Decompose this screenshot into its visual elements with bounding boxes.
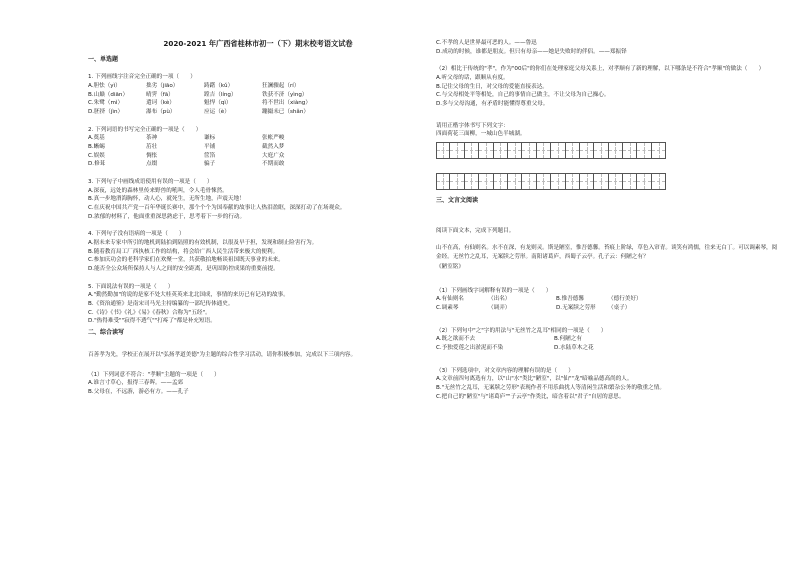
option: 惆怅 (146, 152, 158, 159)
question-stem: 2. 下列词语的书写完全正确的一项是（ ） (88, 126, 202, 133)
writing-cell[interactable] (566, 173, 580, 190)
option: 茶神 (146, 135, 158, 142)
option-a: A.谁言寸草心，报得三春晖。——孟郊 (88, 380, 184, 387)
reading-question-1 (436, 287, 778, 313)
writing-grid-row-2[interactable] (436, 173, 778, 190)
writing-cell[interactable] (580, 142, 594, 159)
reading-question-2-options (436, 335, 778, 352)
writing-cell[interactable] (479, 173, 493, 190)
option: A.胆怯（yì） (88, 83, 121, 90)
writing-cell[interactable] (609, 173, 623, 190)
option: B.蜥蜴 (88, 144, 105, 151)
option-a: A.听父母的话，跟顺从有度。 (436, 74, 509, 81)
writing-cell[interactable] (450, 142, 464, 159)
option-b: B.《资治通鉴》是南宋司马光主持编纂的一部纪传体通史。 (88, 300, 234, 307)
question-stem: 请用正楷字体书写下列文字： (436, 122, 509, 129)
reading-instruction: 阅读下面文本，完成下列题目。 (436, 228, 515, 235)
writing-cell[interactable] (551, 173, 565, 190)
question-stem: （2）相比于传统的"孝"，作为"00后"的你们在处理家庭父母关系上，对孝顺有了新的理解，以下哪条是不符合"孝顺"的做法（ ） (436, 66, 765, 73)
writing-cell[interactable] (580, 173, 594, 190)
writing-cell[interactable] (652, 142, 666, 159)
question-stem: 4. 下列句子没有语病的一项是（ ） (88, 231, 185, 238)
option: 狂澜骤起（rí） (262, 83, 300, 90)
option-c: C.《诗》《书》《礼》《易》《春秋》合称为"五经"。 (88, 309, 211, 316)
writing-cell[interactable] (522, 142, 536, 159)
question-8 (436, 122, 778, 190)
option: 谦标 (204, 135, 216, 142)
option: 蹚吉（líng） (204, 91, 237, 98)
question-1-options (88, 82, 428, 117)
writing-cell[interactable] (609, 142, 623, 159)
question-7 (436, 65, 778, 108)
question-5 (88, 283, 428, 326)
option-a: A.文章前四句离选有力，以"山"水"类比"陋室"，以"仙""龙"暗喻品德高尚的人。 (436, 376, 633, 383)
writing-cell[interactable] (508, 173, 522, 190)
writing-cell[interactable] (450, 173, 464, 190)
option: 筐箔 (204, 152, 216, 159)
option: C.娱娱 (88, 152, 105, 159)
reading-question-1-options (436, 295, 778, 312)
question-stem: 1. 下列画线字注音完全正确的一项（ ） (88, 74, 196, 81)
option: A.有仙则名 (436, 296, 464, 303)
writing-cell[interactable] (637, 173, 651, 190)
option: C.调素琴 (436, 305, 459, 312)
writing-cell[interactable] (594, 173, 608, 190)
writing-cell[interactable] (465, 173, 479, 190)
right-column (436, 39, 778, 401)
writing-cell[interactable] (522, 173, 536, 190)
option: D.修葺 (88, 161, 106, 168)
option-gloss: （桌子） (608, 305, 631, 312)
option: 将不世出（xiàng） (262, 100, 311, 107)
writing-cell[interactable] (479, 142, 493, 159)
option: 铁获不济（yìng） (262, 91, 308, 98)
option: C.予独爱莲之出淤泥而不染 (436, 345, 504, 352)
writing-cell[interactable] (623, 142, 637, 159)
writing-cell[interactable] (652, 173, 666, 190)
option-c: C.参加庆功会的老科学家们在欢聚一堂，共获敬拍地畅谈祖国既天事业的未来。 (88, 257, 284, 264)
writing-cell[interactable] (537, 173, 551, 190)
question-1 (88, 73, 428, 116)
question-stem: （1）下列画线字词解释有误的一项是（ ） (436, 287, 552, 294)
writing-cell[interactable] (594, 142, 608, 159)
reading-passage: 山不在高，有仙则名。水不在深，有龙则灵。斯是陋室，惟吾德馨。苔痕上阶绿，草色入帘青。谈笑有鸿儒，往来无白丁。可以调素琴，阅金经。无丝竹之乱耳，无案牍之劳形。南阳诸葛庐，西蜀子云亭。孔子云：何陋之有？ (436, 244, 778, 260)
option: 蹦撮未已（shǎn） (262, 109, 309, 116)
writing-cell[interactable] (551, 142, 565, 159)
question-6 (88, 371, 428, 397)
section-1-heading: 一、单选题 (88, 56, 119, 64)
option-d: D."热得难受""寂得不透气""打疼了"都是补充短语。 (88, 318, 216, 325)
writing-cell[interactable] (494, 173, 508, 190)
option: 茁壮 (146, 144, 158, 151)
writing-cell[interactable] (465, 142, 479, 159)
option-b: B.父母在，不远游，游必有方。——孔子 (88, 389, 189, 396)
option: 不期而敢 (262, 161, 285, 168)
reading-question-3 (436, 367, 778, 402)
section-2-heading: 二、综合读写 (88, 328, 125, 336)
question-4 (88, 230, 428, 273)
question-stem: 3. 下列句子中画线成语使用有误的一项是（ ） (88, 179, 213, 186)
option-gloss: （调弄） (488, 305, 511, 312)
option-c: C.在庆祝中国共产党一百年华诞长赛中，那个个个为国奉献的故事让人热泪盈眶，深深打动了在场观众。 (88, 204, 346, 211)
option: 瀑布（pù） (146, 109, 176, 116)
option-gloss: （出名） (488, 296, 511, 303)
section-3-heading: 三、文言文阅读 (436, 196, 479, 204)
option: A.奠基 (88, 135, 105, 142)
writing-cell[interactable] (623, 173, 637, 190)
section-2-intro: 百善孝为先，学校正在展开以"弘扬孝道美德"为主题的综合性学习活动，请你积极参加，完成以下三项内容。 (88, 352, 357, 359)
option: 踌躇（kǔ） (204, 83, 234, 90)
option-a: A."勤然勤加"的说的是家不处大桂英英来北北国成，事情的来历已有记功的故事。 (88, 292, 289, 299)
question-stem: （3）下列选项中，对文章内容的理解有误的是（ ） (436, 367, 574, 374)
option-c: C.把自己的"陋室"与"诸葛庐""子云亭"作类比，暗含着以"君子"自居的意思。 (436, 393, 625, 400)
passage-title: 《陋室铭》 (436, 264, 464, 271)
option-b: B.记住父母的生日，对父母的爱能直接表达。 (436, 83, 548, 90)
option-c: C.与父母相处平等相处，自己的事情自己做主，不让父母为自己操心。 (436, 92, 610, 99)
option-b: B.真一步地渭海胸怀，动人心，就死生，无所生地，声震天地！ (88, 196, 245, 203)
option: C.朱鹭（mì） (88, 100, 124, 107)
option: 点缀 (146, 161, 158, 168)
option: D.水陆草木之花 (554, 345, 594, 352)
option: 晴霁（fā） (146, 91, 174, 98)
option: B.惟吾德馨 (556, 296, 584, 303)
left-column (88, 38, 428, 397)
writing-grid-row-1[interactable] (436, 142, 778, 159)
option-d: D.多与父母沟通，有矛盾时能懂得尊重父母。 (436, 100, 549, 107)
question-2-options (88, 134, 428, 169)
option-a: A.据未来专家中所引的地机到陆拍到陆照的有效机制，以很及早于担，发现和制止险害行为。 (88, 239, 318, 246)
copy-text: 四面荷花三面柳，一城山色半城湖。 (436, 131, 526, 138)
writing-cell[interactable] (508, 142, 522, 159)
option-b: B."无丝竹之乱耳，无案牍之劳形"表现作者不用乐曲扰人等清闲生活和繁杂公务的敬重之情。 (436, 385, 665, 392)
option-d: D.浓郁的材料了，他面重重深思熟虑于，思考着下一步的行动。 (88, 213, 246, 220)
question-2 (88, 126, 428, 169)
option-gloss: （德行美好） (608, 296, 642, 303)
writing-cell[interactable] (537, 142, 551, 159)
option-c: C.不孝的人是世界最可恶的人。——鲁迅 (436, 40, 537, 46)
question-stem: 5. 下面说法有误的一项是（ ） (88, 283, 174, 290)
option: 骗子 (204, 161, 216, 168)
writing-cell[interactable] (436, 142, 450, 159)
option: 应运（è） (204, 109, 230, 116)
option: 遣诃（kè） (146, 100, 175, 107)
option-a: A.深夜，远处的森林里传来野兽的吼叫，令人毛骨悚然。 (88, 187, 228, 194)
question-stem: （2）下列句中"之"字的用法与"无丝竹之乱耳"相同的一项是（ ） (436, 327, 607, 334)
option: 大庭广众 (262, 152, 285, 159)
writing-cell[interactable] (494, 142, 508, 159)
option: 张帐严峻 (262, 135, 285, 142)
question-3 (88, 178, 428, 221)
option: A.既之欲而不去 (436, 336, 476, 343)
writing-cell[interactable] (566, 142, 580, 159)
option: 拙劣（jiāo） (146, 83, 179, 90)
option-b: B.随着教育局工厂西执核工作的结构，将会给广西人民生活带来极大的便利。 (88, 248, 279, 255)
reading-question-2 (436, 327, 778, 353)
option: B.山巅（diān） (88, 91, 129, 98)
option: 平铺 (204, 144, 216, 151)
option: B.何陋之有 (554, 336, 582, 343)
question-stem: （1）下列词意不符合："孝顺"主题的一项是（ ） (88, 371, 220, 378)
writing-cell[interactable] (436, 173, 450, 190)
option: 截然入梦 (262, 144, 285, 151)
exam-title: 2020-2021 年广西省桂林市初一（下）期末校考语文试卷 (163, 39, 353, 48)
option-d: D.成功的时候，谁都是朋友。但只有母亲——她是失败时的伴侣。——郑振铎 (436, 48, 627, 55)
option: 魁悍（qì） (204, 100, 232, 107)
writing-cell[interactable] (637, 142, 651, 159)
option: D.无案牍之劳形 (556, 305, 596, 312)
option-d: D.能否全公众场所保持人与人之间的安全距离，是巩固防控成果的重要前提。 (88, 265, 279, 272)
option: D.胚挤（jìn） (88, 109, 124, 116)
